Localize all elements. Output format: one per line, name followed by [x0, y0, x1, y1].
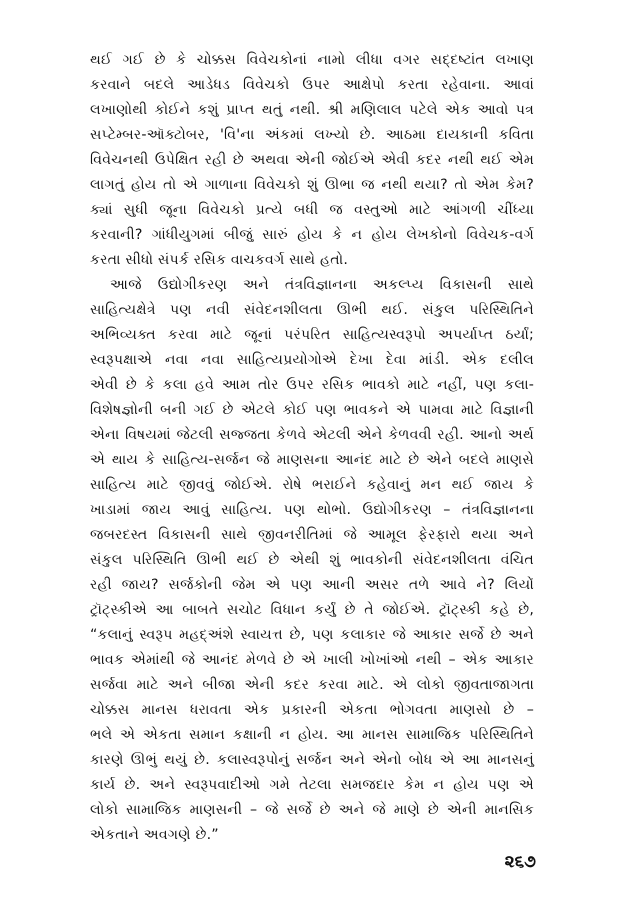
text-line: કરતા સીધો સંપર્ક રસિક વાચકવર્ગ સાથે હતો. — [90, 252, 348, 268]
text-line: લખાણોથી કોઈને કશું પ્રાપ્ત થતું નથી. શ્રી મણિલાલ પટેલે એક આવો પત્ર — [90, 102, 534, 118]
text-line: વિવેચનથી ઉપેક્ષિત રહી છે અથવા એની જોઈએ એવી કદર નથી થઈ એમ — [90, 152, 534, 168]
paragraph-first-line: આજે ઉદ્યોગીકરણ અને તંત્રવિજ્ઞાનના અકલ્પ્ય વિકાસની સાથે — [110, 277, 534, 293]
quote-line: કાર્ય છે. અને સ્વરૂપવાદીઓ ગમે તેટલા સમજદાર કેમ ન હોય પણ એ — [90, 777, 534, 793]
text-line: સાહિત્યક્ષેત્રે પણ નવી સંવેદનશીલતા ઊભી થઈ. સંકુલ પરિસ્થિતિને — [90, 302, 534, 318]
text-line: કરવાને બદલે આડેધડ વિવેચકો ઉપર આક્ષેપો કરતા રહેવાના. આવાં — [90, 77, 534, 93]
quote-line: ભલે એ એકતા સમાન કક્ષાની ન હોય. આ માનસ સામાજિક પરિસ્થિતિને — [90, 727, 534, 743]
text-line: રહી જાય? સર્જકોની જેમ એ પણ આની અસર તળે આવે ને? લિયોં — [90, 577, 534, 593]
text-line: સાહિત્ય માટે જીવવું જોઈએ. રોષે ભરાઈને કહેવાનું મન થઈ જાય કે — [90, 477, 534, 493]
text-line: સપ્ટેમ્બર-ઑક્ટોબર, 'વિ'ના અંકમાં લખ્યો છે. આઠમા દાયકાની કવિતા — [90, 127, 534, 143]
text-line: થઈ ગઈ છે કે ચોક્કસ વિવેચકોનાં નામો લીધા વગર સદ્દષ્ટાંત લખાણ — [90, 52, 534, 68]
quote-line: “કલાનું સ્વરૂપ મહદ્અંશે સ્વાયત્ત છે, પણ કલાકાર જે આકાર સર્જે છે અને — [90, 627, 534, 643]
page-number: ૨૬૭ — [504, 852, 536, 872]
quote-line: ભાવક એમાંથી જે આનંદ મેળવે છે એ ખાલી ખોખાંઓ નથી – એક આકાર — [90, 652, 534, 668]
text-line: અભિવ્યક્ત કરવા માટે જૂનાં પરંપરિત સાહિત્યસ્વરૂપો અપર્યાપ્ત ઠર્યાં; — [90, 327, 534, 343]
quote-line: ચોક્કસ માનસ ધરાવતા એક પ્રકારની એકતા ભોગવતા માણસો છે – — [90, 702, 534, 718]
text-line: ક્યાં સુધી જૂના વિવેચકો પ્રત્યે બધી જ વસ્તુઓ માટે આંગળી ચીંધ્યા — [90, 202, 534, 218]
text-line: એ થાય કે સાહિત્ય-સર્જન જે માણસના આનંદ માટે છે એને બદલે માણસે — [90, 452, 534, 468]
text-line: એના વિષયમાં જેટલી સજ્જતા કેળવે એટલી એને કેળવવી રહી. આનો અર્થ — [90, 427, 534, 443]
text-line: એવી છે કે કલા હવે આમ તોર ઉપર રસિક ભાવકો માટે નહીં, પણ કલા- — [90, 377, 534, 393]
text-line: વિશેષજ્ઞોની બની ગઈ છે એટલે કોઈ પણ ભાવકને એ પામવા માટે વિજ્ઞાની — [90, 402, 534, 418]
text-line: સંકુલ પરિસ્થિતિ ઊભી થઈ છે એથી શું ભાવકોની સંવેદનશીલતા વંચિત — [90, 552, 534, 568]
quote-line: કારણે ઊભું થયું છે. કલાસ્વરૂપોનું સર્જન અને એનો બોધ એ આ માનસનું — [90, 752, 534, 768]
quote-line: સર્જવા માટે અને બીજા એની કદર કરવા માટે. એ લોકો જીવતાજાગતા — [90, 677, 534, 693]
quote-line: લોકો સામાજિક માણસની – જે સર્જે છે અને જે માણે છે એની માનસિક — [90, 802, 534, 818]
text-line: કરવાની? ગાંધીયુગમાં બીજું સારું હોય કે ન હોય લેખકોનો વિવેચક-વર્ગ — [90, 227, 534, 243]
text-line: જબરદસ્ત વિકાસની સાથે જીવનરીતિમાં જે આમૂલ ફેરફારો થયા અને — [90, 527, 534, 543]
quote-line: એકતાને અવગણે છે.” — [90, 827, 219, 843]
text-line: ટ્રૉટ્સ્કીએ આ બાબતે સચોટ વિધાન કર્યું છે તે જોઈએ. ટ્રૉટ્સ્કી કહે છે, — [90, 602, 534, 618]
text-line: ખાડામાં જાય આવું સાહિત્ય. પણ થોભો. ઉદ્યોગીકરણ – તંત્રવિજ્ઞાનના — [90, 502, 534, 518]
text-line: લાગતું હોય તો એ ગાળાના વિવેચકો શું ઊભા જ નથી થયા? તો એમ કેમ? — [90, 177, 534, 193]
text-line: સ્વરૂપક્ષાએ નવા નવા સાહિત્યપ્રયોગોએ દેખા દેવા માંડી. એક દલીલ — [90, 352, 534, 368]
